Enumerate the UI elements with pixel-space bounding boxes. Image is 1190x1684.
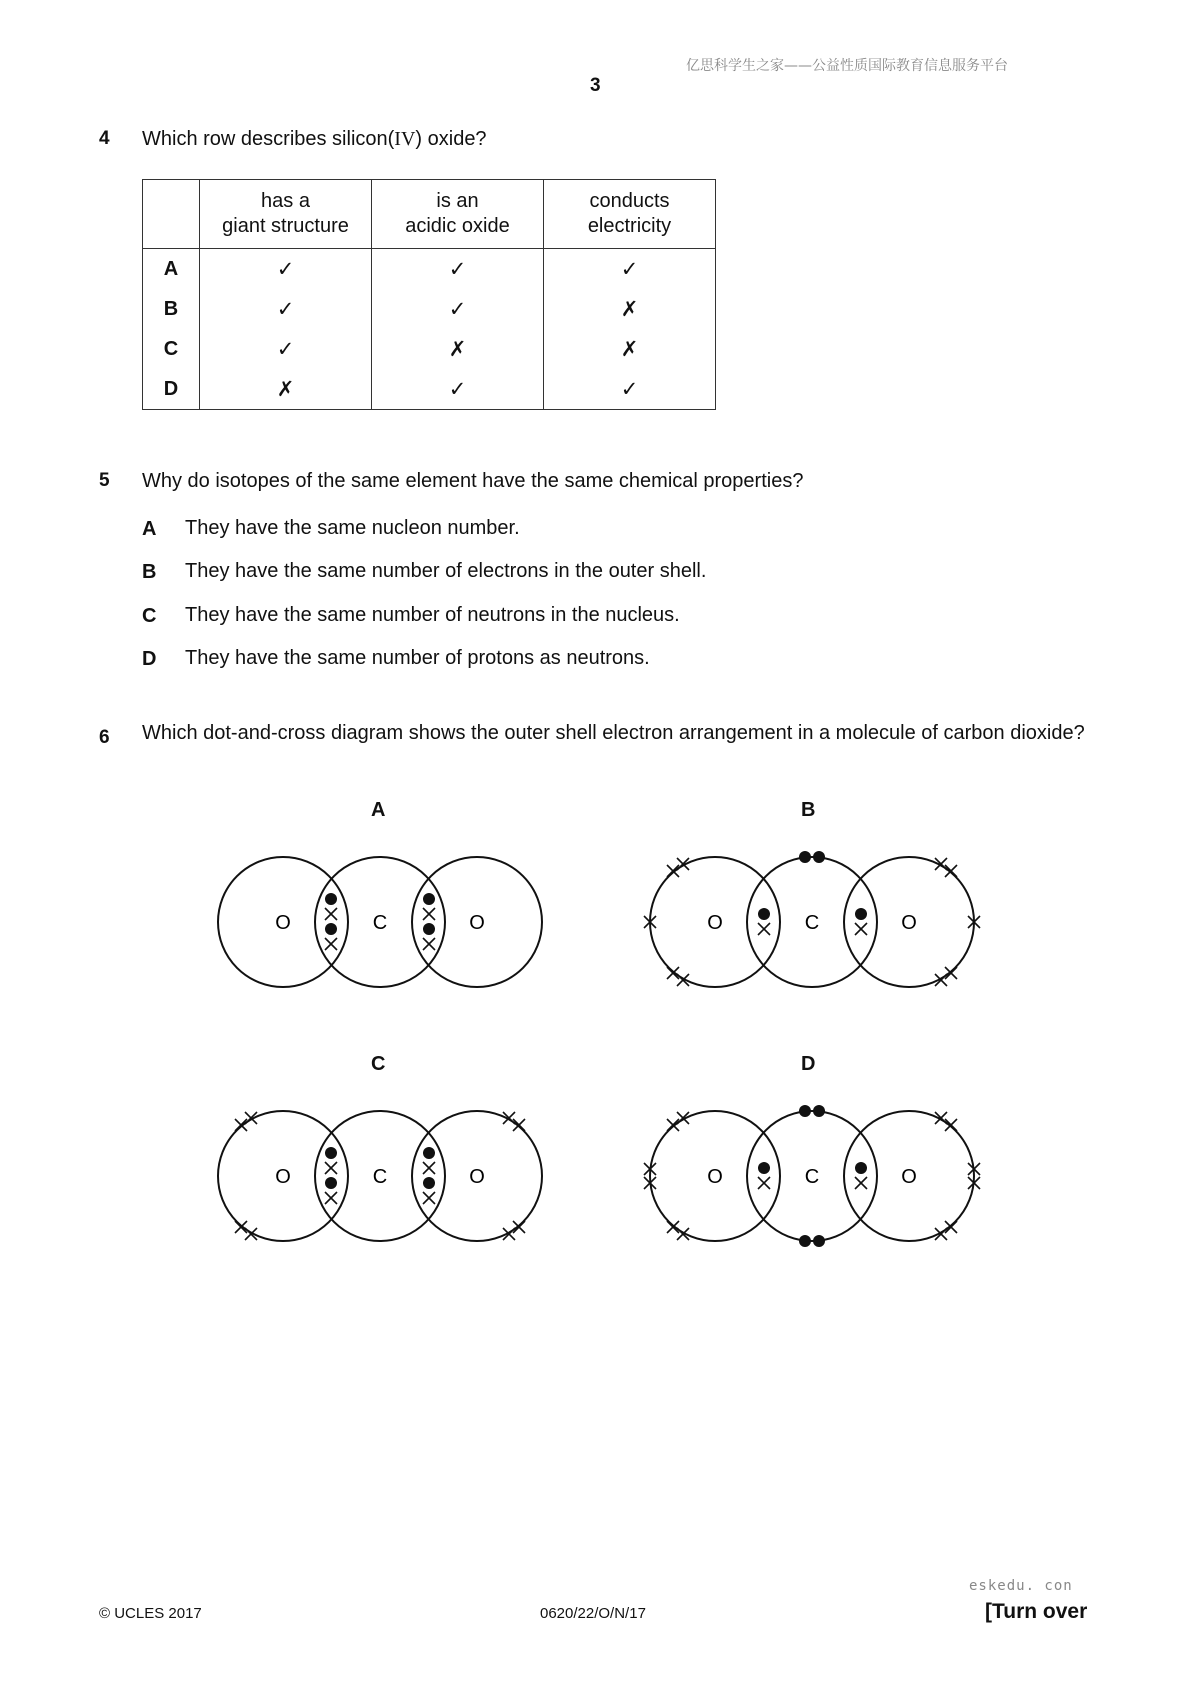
option-letter: C <box>142 605 157 627</box>
page-number: 3 <box>590 75 601 96</box>
electron-dot <box>325 1177 337 1189</box>
atom-symbol: O <box>901 1166 917 1188</box>
mark-cell: ✓ <box>200 289 372 329</box>
electron-cross <box>855 1177 867 1189</box>
electron-cross <box>325 1162 337 1174</box>
diagram-b <box>644 851 980 987</box>
atom-symbol: C <box>804 1166 820 1188</box>
electron-cross <box>513 1119 525 1131</box>
mark-cell: ✓ <box>544 249 716 290</box>
option-text: They have the same number of neutrons in the nucleus. <box>185 604 680 626</box>
diagram-c <box>218 1111 542 1241</box>
atom-symbol: C <box>372 1166 388 1188</box>
question-4-text-after: ) oxide? <box>415 128 487 150</box>
diagram-d <box>644 1105 980 1247</box>
atom-symbol: O <box>275 1166 291 1188</box>
atom-symbol: O <box>707 912 723 934</box>
electron-cross <box>945 865 957 877</box>
electron-cross <box>325 908 337 920</box>
atom-symbol: O <box>469 1166 485 1188</box>
diagram-a <box>218 857 542 987</box>
electron-dot <box>758 908 770 920</box>
electron-cross <box>667 1119 679 1131</box>
site-watermark: eskedu. con <box>969 1578 1073 1594</box>
electron-cross <box>423 938 435 950</box>
diagram-label-d: D <box>801 1053 816 1075</box>
paper-code: 0620/22/O/N/17 <box>540 1605 646 1622</box>
mark-cell: ✗ <box>544 329 716 369</box>
roman-numeral: IV <box>394 128 416 150</box>
option-letter: D <box>142 648 157 670</box>
option-letter: B <box>142 561 157 583</box>
electron-dot <box>758 1162 770 1174</box>
row-label: A <box>143 249 200 290</box>
question-5-number: 5 <box>99 470 110 491</box>
watermark-text: 亿思科学生之家——公益性质国际教育信息服务平台 <box>686 58 1008 74</box>
electron-dot <box>423 893 435 905</box>
electron-dot <box>325 1147 337 1159</box>
question-6-number: 6 <box>99 727 110 748</box>
atom-symbol: O <box>707 1166 723 1188</box>
electron-cross <box>667 967 679 979</box>
question-4-text-before: Which row describes silicon( <box>142 128 395 150</box>
option-text: They have the same nucleon number. <box>185 517 520 539</box>
option-text: They have the same number of electrons in the outer shell. <box>185 560 707 582</box>
question-4-number: 4 <box>99 128 110 149</box>
electron-cross <box>945 1119 957 1131</box>
electron-cross <box>855 923 867 935</box>
electron-cross <box>325 1192 337 1204</box>
mark-cell: ✗ <box>372 329 544 369</box>
diagram-label-a: A <box>371 799 386 821</box>
electron-dot <box>813 851 825 863</box>
electron-dot <box>799 851 811 863</box>
copyright-text: © UCLES 2017 <box>99 1605 202 1622</box>
option-text: They have the same number of protons as neutrons. <box>185 647 650 669</box>
electron-dot <box>813 1235 825 1247</box>
electron-cross <box>758 1177 770 1189</box>
diagram-label-c: C <box>371 1053 386 1075</box>
mark-cell: ✗ <box>200 369 372 410</box>
electron-dot <box>423 1147 435 1159</box>
column-header-acidic-oxide: is an acidic oxide <box>372 180 544 249</box>
mark-cell: ✓ <box>200 329 372 369</box>
electron-dot <box>325 893 337 905</box>
electron-dot <box>813 1105 825 1117</box>
electron-dot <box>855 1162 867 1174</box>
electron-dot <box>423 923 435 935</box>
mark-cell: ✓ <box>544 369 716 410</box>
atom-symbol: C <box>804 912 820 934</box>
column-header-conducts-electricity: conducts electricity <box>544 180 716 249</box>
electron-dot <box>799 1235 811 1247</box>
mark-cell: ✓ <box>372 249 544 290</box>
row-label: B <box>143 289 200 329</box>
electron-cross <box>758 923 770 935</box>
electron-dot <box>423 1177 435 1189</box>
atom-symbol: O <box>275 912 291 934</box>
electron-cross <box>945 1221 957 1233</box>
electron-cross <box>667 865 679 877</box>
electron-dot <box>855 908 867 920</box>
row-label: C <box>143 329 200 369</box>
question-5-text: Why do isotopes of the same element have the same chemical properties? <box>142 470 804 492</box>
electron-cross <box>423 1192 435 1204</box>
mark-cell: ✓ <box>200 249 372 290</box>
electron-cross <box>423 908 435 920</box>
mark-cell: ✓ <box>372 369 544 410</box>
electron-cross <box>667 1221 679 1233</box>
atom-symbol: O <box>469 912 485 934</box>
electron-dot <box>325 923 337 935</box>
mark-cell: ✗ <box>544 289 716 329</box>
electron-dot <box>799 1105 811 1117</box>
electron-cross <box>325 938 337 950</box>
atom-symbol: O <box>901 912 917 934</box>
turn-over-text: [Turn over <box>985 1600 1088 1623</box>
column-header-giant-structure: has a giant structure <box>200 180 372 249</box>
electron-cross <box>235 1221 247 1233</box>
row-label: D <box>143 369 200 410</box>
option-letter: A <box>142 518 157 540</box>
mark-cell: ✓ <box>372 289 544 329</box>
electron-cross <box>945 967 957 979</box>
electron-cross <box>423 1162 435 1174</box>
diagram-label-b: B <box>801 799 816 821</box>
question-6-text: Which dot-and-cross diagram shows the outer shell electron arrangement in a molecule of carbon dioxide? <box>142 722 1085 744</box>
electron-cross <box>513 1221 525 1233</box>
atom-symbol: C <box>372 912 388 934</box>
electron-cross <box>235 1119 247 1131</box>
